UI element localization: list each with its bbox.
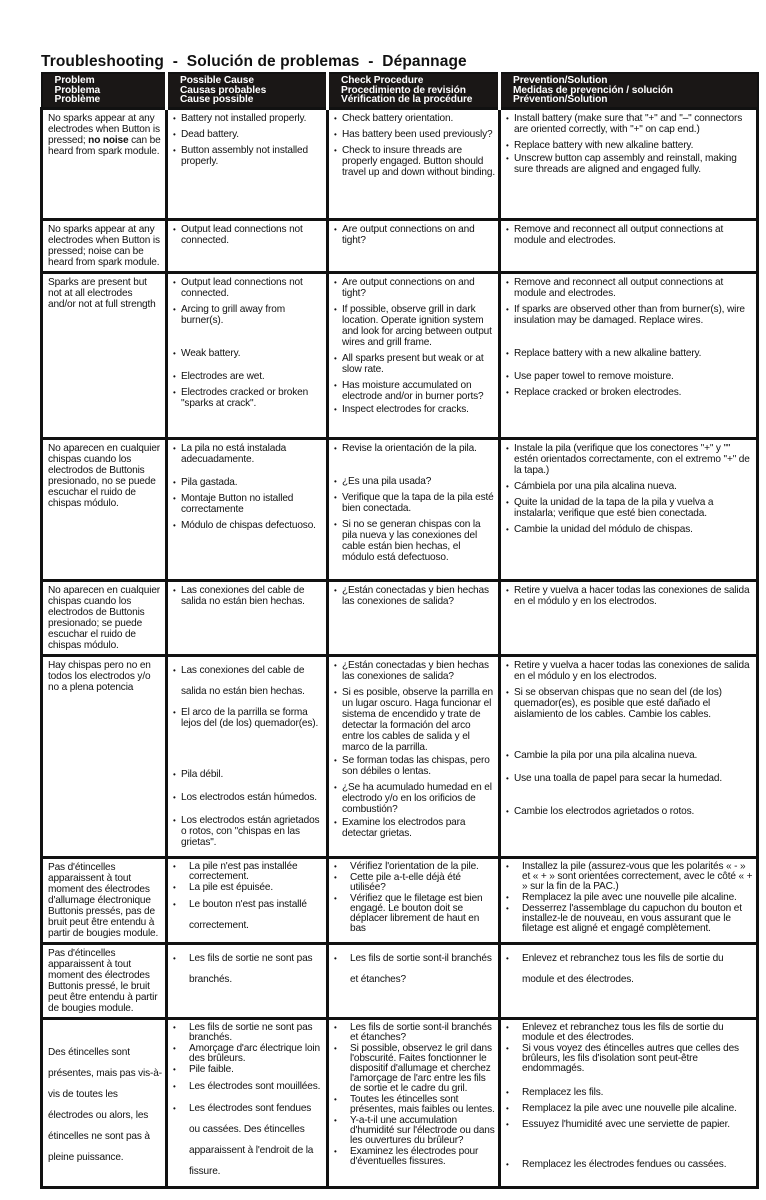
- table-row: [42, 857, 758, 943]
- solution-cell: [500, 108, 758, 219]
- cause-cell: [167, 580, 328, 655]
- header-line: Check Procedure: [341, 75, 424, 86]
- header-line: Problème: [54, 94, 101, 106]
- problem-text: Pas d'étincelles apparaissent à tout moment des électrodes d'allumage électronique Buttonis pressés, pas de bruit peut être entendu à partir de bougies module.: [48, 861, 159, 939]
- problem-text: No sparks appear at any electrodes when Button is pressed; noise can be heard from spark module.: [48, 223, 160, 268]
- solution-item: • Remplacez la pile avec une nouvelle pile alcaline.: [506, 893, 753, 903]
- check-item: • Vérifiez que le filetage est bien engagé. Le bouton doit se déplacer librement de haut en bas: [334, 894, 495, 934]
- cause-item: • Los electrodos están húmedos.: [173, 792, 323, 803]
- cause-item: • Arcing to grill away from burner(s).: [173, 304, 323, 326]
- solution-cell: [500, 943, 758, 1018]
- cause-item: • Electrodes cracked or broken "sparks at crack".: [173, 387, 323, 409]
- problem-text: Sparks are present but not at all electrodes and/or not at full strength: [48, 276, 156, 310]
- problem-cell: [42, 219, 167, 272]
- cause-cell: [167, 108, 328, 219]
- problem-text: Des étincelles sont présentes, mais pas vis-à-vis de toutes les électrodes ou alors, les étincelles ne sont pas à pleine puissance.: [48, 1046, 162, 1163]
- check-item: • Has battery been used previously?: [334, 129, 495, 140]
- header-line: Problema: [54, 84, 101, 96]
- header-line: Vérification de la procédure: [341, 94, 473, 106]
- check-cell: [328, 272, 500, 438]
- check-item: • ¿Están conectadas y bien hechas las conexiones de salida?: [334, 660, 495, 682]
- table-row: [42, 108, 758, 219]
- cause-item: • La pile est épuisée.: [173, 883, 323, 893]
- check-item: • Si possible, observez le gril dans l'obscurité. Faites fonctionner le dispositif d'allumage et cherchez l'amorçage de l'arc entre les fils de sortie et le cadre du gril.: [334, 1044, 495, 1094]
- header-problem: [42, 73, 167, 108]
- cause-item: • Electrodes are wet.: [173, 371, 323, 382]
- check-item: • Les fils de sortie sont-il branchés et étanches?: [334, 948, 495, 990]
- problem-cell: [42, 580, 167, 655]
- cause-item: • Las conexiones del cable de salida no están bien hechas.: [173, 585, 323, 607]
- cause-item: • Amorçage d'arc électrique loin des brûleurs.: [173, 1044, 323, 1064]
- check-cell: [328, 219, 500, 272]
- check-item: • Se forman todas las chispas, pero son débiles o lentas.: [334, 755, 495, 777]
- cause-item: • Pile faible.: [173, 1065, 323, 1075]
- solution-item: • Replace battery with new alkaline battery.: [506, 140, 753, 151]
- table-row: [42, 580, 758, 655]
- table-row: [42, 943, 758, 1018]
- solution-item: • Remove and reconnect all output connections at module and electrodes.: [506, 277, 753, 299]
- check-item: • Check to insure threads are properly engaged. Button should travel up and down without binding.: [334, 145, 495, 178]
- problem-cell: [42, 108, 167, 219]
- header-line: Prevention/Solution: [513, 75, 608, 86]
- solution-cell: [500, 655, 758, 857]
- check-item: • Are output connections on and tight?: [334, 224, 495, 246]
- solution-item: • Retire y vuelva a hacer todas las conexiones de salida en el módulo y en los electrodos.: [506, 585, 753, 607]
- cause-item: • Les fils de sortie ne sont pas branchés.: [173, 948, 323, 990]
- solution-item: • Si vous voyez des étincelles autres que celles des brûleurs, les fils d'isolation sont peut-être endommagés.: [506, 1044, 753, 1074]
- problem-text: No aparecen en cualquier chispas cuando los electrodos de Buttonis presionado; se puede escuchar el ruido de chispas módulo.: [48, 584, 160, 651]
- check-item: • Has moisture accumulated on electrode and/or in burner ports?: [334, 380, 495, 402]
- check-item: • Verifique que la tapa de la pila esté bien conectada.: [334, 492, 495, 514]
- cause-item: • Button assembly not installed properly.: [173, 145, 323, 167]
- cause-item: • El arco de la parrilla se forma lejos del (de los) quemador(es).: [173, 707, 323, 729]
- cause-item: • Le bouton n'est pas installé correctement.: [173, 894, 323, 936]
- check-cell: [328, 108, 500, 219]
- table-row: [42, 219, 758, 272]
- solution-item: • Essuyez l'humidité avec une serviette de papier.: [506, 1120, 753, 1130]
- header-line: Prévention/Solution: [513, 94, 608, 106]
- check-item: • Check battery orientation.: [334, 113, 495, 124]
- solution-item: • Remove and reconnect all output connections at module and electrodes.: [506, 224, 753, 246]
- solution-item: • Replace battery with a new alkaline battery.: [506, 348, 753, 359]
- solution-item: • Cambie la pila por una pila alcalina nueva.: [506, 750, 753, 761]
- solution-item: • Installez la pile (assurez-vous que les polarités « - » et « + » sont orientées correctement, avec le côté « + » sur la fin de la PAC.): [506, 862, 753, 892]
- cause-item: • Montaje Button no istalled correctamente: [173, 493, 323, 515]
- check-item: • Inspect electrodes for cracks.: [334, 404, 495, 415]
- cause-item: • Weak battery.: [173, 348, 323, 359]
- header-prevention-solution: [500, 73, 758, 108]
- solution-item: • Remplacez les fils.: [506, 1088, 753, 1098]
- table-row: [42, 272, 758, 438]
- problem-cell: [42, 943, 167, 1018]
- check-item: • Les fils de sortie sont-il branchés et étanches?: [334, 1023, 495, 1043]
- problem-cell: [42, 857, 167, 943]
- check-item: • All sparks present but weak or at slow rate.: [334, 353, 495, 375]
- solution-cell: [500, 580, 758, 655]
- check-item: • Revise la orientación de la pila.: [334, 443, 495, 454]
- header-line: Possible Cause: [180, 75, 254, 86]
- solution-item: • Si se observan chispas que no sean del (de los) quemador(es), es posible que esté dañado el aislamiento de los cables. Cambie los cables.: [506, 687, 753, 720]
- cause-item: • Pila gastada.: [173, 477, 323, 488]
- check-cell: [328, 1018, 500, 1187]
- cause-item: • Output lead connections not connected.: [173, 277, 323, 299]
- check-item: • Si no se generan chispas con la pila nueva y las conexiones del cable están bien hechas, el módulo está defectuoso.: [334, 519, 495, 563]
- solution-item: • Use una toalla de papel para secar la humedad.: [506, 773, 753, 784]
- check-item: • Si es posible, observe la parrilla en un lugar oscuro. Haga funcionar el sistema de encendido y trate de detectar la formación del arco entre los cables de salida y el marco de la parrilla.: [334, 687, 495, 753]
- problem-emphasis: no noise: [88, 134, 129, 146]
- solution-item: • Desserrez l'assemblage du capuchon du bouton et installez-le de nouveau, en vous assurant que le filetage est aligné et engagé complètement.: [506, 904, 753, 934]
- problem-text: No sparks appear at any electrodes when Button is pressed;: [48, 112, 160, 146]
- check-item: • ¿Están conectadas y bien hechas las conexiones de salida?: [334, 585, 495, 607]
- solution-item: • Enlevez et rebranchez tous les fils de sortie du module et des électrodes.: [506, 1023, 753, 1043]
- cause-cell: [167, 943, 328, 1018]
- solution-item: • Cambie la unidad del módulo de chispas.: [506, 524, 753, 535]
- cause-item: • La pile n'est pas installée correctement.: [173, 862, 323, 882]
- solution-item: • Unscrew button cap assembly and reinstall, making sure threads are aligned and engaged fully.: [506, 153, 753, 175]
- table-row: [42, 1018, 758, 1187]
- cause-item: • Les électrodes sont fendues ou cassées. Des étincelles apparaissent à l'endroit de la fissure.: [173, 1098, 323, 1182]
- header-line: Procedimiento de revisión: [341, 84, 466, 96]
- solution-cell: [500, 219, 758, 272]
- table-row: [42, 655, 758, 857]
- check-item: • ¿Es una pila usada?: [334, 476, 495, 487]
- solution-cell: [500, 272, 758, 438]
- check-item: • Are output connections on and tight?: [334, 277, 495, 299]
- solution-item: • Remplacez les électrodes fendues ou cassées.: [506, 1160, 753, 1170]
- check-item: • Examine los electrodos para detectar grietas.: [334, 817, 495, 839]
- check-cell: [328, 438, 500, 580]
- problem-text: Hay chispas pero no en todos los electrodos y/o no a plena potencia: [48, 659, 151, 693]
- check-cell: [328, 943, 500, 1018]
- cause-cell: [167, 272, 328, 438]
- solution-cell: [500, 438, 758, 580]
- troubleshooting-table: [40, 72, 759, 1189]
- cause-item: • Pila débil.: [173, 769, 323, 780]
- table-row: [42, 438, 758, 580]
- cause-item: • La pila no está instalada adecuadamente.: [173, 443, 323, 465]
- check-cell: [328, 580, 500, 655]
- solution-cell: [500, 1018, 758, 1187]
- cause-item: • Las conexiones del cable de salida no están bien hechas.: [173, 660, 323, 702]
- solution-item: • If sparks are observed other than from burner(s), wire insulation may be damaged. Replace wires.: [506, 304, 753, 326]
- cause-item: • Dead battery.: [173, 129, 323, 140]
- problem-text: Pas d'étincelles apparaissent à tout moment des électrodes Buttonis pressé, le bruit peut être entendu à partir de bougies module.: [48, 947, 158, 1014]
- check-item: • Cette pile a-t-elle déjà été utilisée?: [334, 873, 495, 893]
- cause-cell: [167, 655, 328, 857]
- solution-item: • Retire y vuelva a hacer todas las conexiones de salida en el módulo y en los electrodos.: [506, 660, 753, 682]
- problem-cell: [42, 272, 167, 438]
- cause-item: • Los electrodos están agrietados o rotos, con "chispas en las grietas".: [173, 815, 323, 848]
- check-item: • If possible, observe grill in dark location. Operate ignition system and look for arcing between output wires and grill frame.: [334, 304, 495, 348]
- cause-item: • Módulo de chispas defectuoso.: [173, 520, 323, 531]
- problem-cell: [42, 1018, 167, 1187]
- problem-text: can be heard from spark module.: [48, 134, 161, 157]
- header-line: Medidas de prevención / solución: [513, 84, 673, 96]
- table-header-row: [42, 73, 758, 108]
- cause-item: • Les électrodes sont mouillées.: [173, 1076, 323, 1097]
- header-check-procedure: [328, 73, 500, 108]
- cause-cell: [167, 857, 328, 943]
- cause-cell: [167, 1018, 328, 1187]
- solution-item: • Quite la unidad de la tapa de la pila y vuelva a instalarla; verifique que esté bien conectada.: [506, 497, 753, 519]
- check-item: • Vérifiez l'orientation de la pile.: [334, 862, 495, 872]
- solution-item: • Replace cracked or broken electrodes.: [506, 387, 753, 398]
- header-line: Cause possible: [180, 94, 254, 106]
- check-cell: [328, 857, 500, 943]
- solution-item: • Use paper towel to remove moisture.: [506, 371, 753, 382]
- problem-cell: [42, 655, 167, 857]
- page-title: Troubleshooting - Solución de problemas - Dépannage: [41, 53, 467, 70]
- check-item: • Y-a-t-il une accumulation d'humidité sur l'électrode ou dans les ouvertures du brûleur?: [334, 1116, 495, 1146]
- solution-item: • Cámbiela por una pila alcalina nueva.: [506, 481, 753, 492]
- solution-item: • Instale la pila (verifique que los conectores "+" y "" estén orientados correctamente, con el extremo "+" de la tapa.): [506, 443, 753, 476]
- header-line: Causas probables: [180, 84, 267, 96]
- cause-item: • Output lead connections not connected.: [173, 224, 323, 246]
- solution-item: • Cambie los electrodos agrietados o rotos.: [506, 806, 753, 817]
- solution-item: • Enlevez et rebranchez tous les fils de sortie du module et des électrodes.: [506, 948, 753, 990]
- header-line: Problem: [54, 75, 95, 86]
- solution-item: • Remplacez la pile avec une nouvelle pile alcaline.: [506, 1104, 753, 1114]
- troubleshooting-page: [40, 52, 756, 1189]
- check-item: • ¿Se ha acumulado humedad en el electrodo y/o en los orificios de combustión?: [334, 782, 495, 815]
- check-cell: [328, 655, 500, 857]
- solution-item: • Install battery (make sure that "+" and "–" connectors are oriented correctly, with "+" on cap end.): [506, 113, 753, 135]
- problem-text: No aparecen en cualquier chispas cuando los electrodos de Buttonis presionado, no se puede escuchar el ruido de chispas módulo.: [48, 442, 160, 509]
- check-item: • Examinez les électrodes pour d'éventuelles fissures.: [334, 1147, 495, 1167]
- solution-cell: [500, 857, 758, 943]
- cause-cell: [167, 219, 328, 272]
- check-item: • Toutes les étincelles sont présentes, mais faibles ou lentes.: [334, 1095, 495, 1115]
- cause-item: • Battery not installed properly.: [173, 113, 323, 124]
- cause-item: • Les fils de sortie ne sont pas branchés.: [173, 1023, 323, 1043]
- header-possible-cause: [167, 73, 328, 108]
- cause-cell: [167, 438, 328, 580]
- problem-cell: [42, 438, 167, 580]
